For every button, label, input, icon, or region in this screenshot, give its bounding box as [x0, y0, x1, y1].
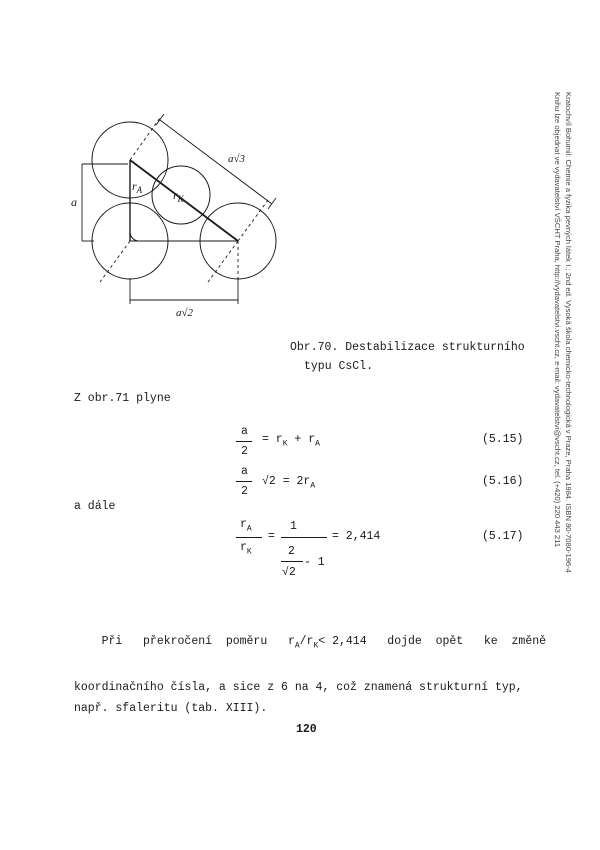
side-note-line-1: Kratochvíl Bohumil: Chemie a fyzika pevných látek I.; 2nd ed. Vysoká škola chemicko-technologická v Praze, Praha 1984. ISBN 80-7080-196-4	[564, 92, 573, 573]
eq3-big-numerator: 1	[290, 520, 297, 533]
eq1-number: (5.15)	[482, 433, 524, 446]
eq3-inner-denominator: √2	[282, 566, 296, 579]
page-number: 120	[296, 723, 317, 736]
eq1-rhs: = $r_K + r_A$	[262, 433, 320, 449]
eq3-left-fraction-bar	[236, 537, 262, 538]
eq2-denominator: 2	[241, 485, 248, 498]
eq3-result: = 2,414	[332, 530, 381, 543]
eq3-number: (5.17)	[482, 530, 524, 543]
label-a-sqrt2: a√2	[176, 307, 194, 319]
side-note-line-2: Knihu lze objednat ve vydavatelství VŠCHT Praha, http://vydavatelstvi.vscht.cz, e-mail: vydavatelstvi@vscht.cz, tel. (+420) 220 443 211	[553, 92, 562, 548]
intro-text: Z obr.71 plyne	[74, 392, 171, 405]
label-rA: $r_A$	[132, 179, 143, 195]
dim-a3-tick-start	[156, 114, 164, 125]
right-angle-mark	[130, 232, 139, 241]
caption-line-2: typu CsCl.	[304, 360, 374, 373]
eq2-fraction-bar	[236, 481, 252, 482]
eq3-inner-numerator: 2	[288, 545, 295, 558]
eq1-denominator: 2	[241, 445, 248, 458]
eq2-rhs: $√2 = 2r_A$	[262, 475, 316, 491]
figure-caption	[290, 338, 550, 376]
eq3-inner-fraction-bar	[281, 561, 303, 562]
paragraph-line-3: např. sfaleritu (tab. XIII).	[74, 702, 268, 716]
eq3-left-denominator: $r_K$	[240, 541, 252, 557]
paragraph-line-1: Při překročení poměru $r_A/r_K< 2,414$ dojde opět ke změně	[101, 635, 547, 651]
eq1-numerator: a	[241, 425, 248, 438]
eq1-fraction-bar	[236, 441, 252, 442]
body-paragraph	[74, 610, 554, 719]
dim-a3-tick-end	[268, 198, 276, 209]
figure-70-diagram	[60, 110, 300, 330]
dashed-edge-top	[130, 118, 160, 160]
eq2-numerator: a	[241, 465, 248, 478]
triangle-hypotenuse	[130, 160, 238, 241]
label-rK: $r_K$	[173, 188, 184, 204]
publisher-side-note	[550, 92, 574, 662]
label-a: a	[71, 195, 77, 209]
figure-svg	[60, 110, 300, 330]
a-dale-text: a dále	[74, 500, 116, 513]
eq3-minus-one: - 1	[304, 556, 325, 569]
paragraph-line-2: koordinačního čísla, a sice z 6 na 4, což znamená strukturní typ,	[74, 681, 523, 695]
eq3-left-numerator: $r_A$	[240, 518, 252, 534]
eq3-big-fraction-bar	[281, 537, 327, 538]
label-a-sqrt3: a√3	[228, 153, 246, 165]
eq2-number: (5.16)	[482, 475, 524, 488]
eq3-equals: =	[268, 530, 275, 543]
caption-line-1: Obr.70. Destabilizace strukturního	[290, 341, 525, 354]
